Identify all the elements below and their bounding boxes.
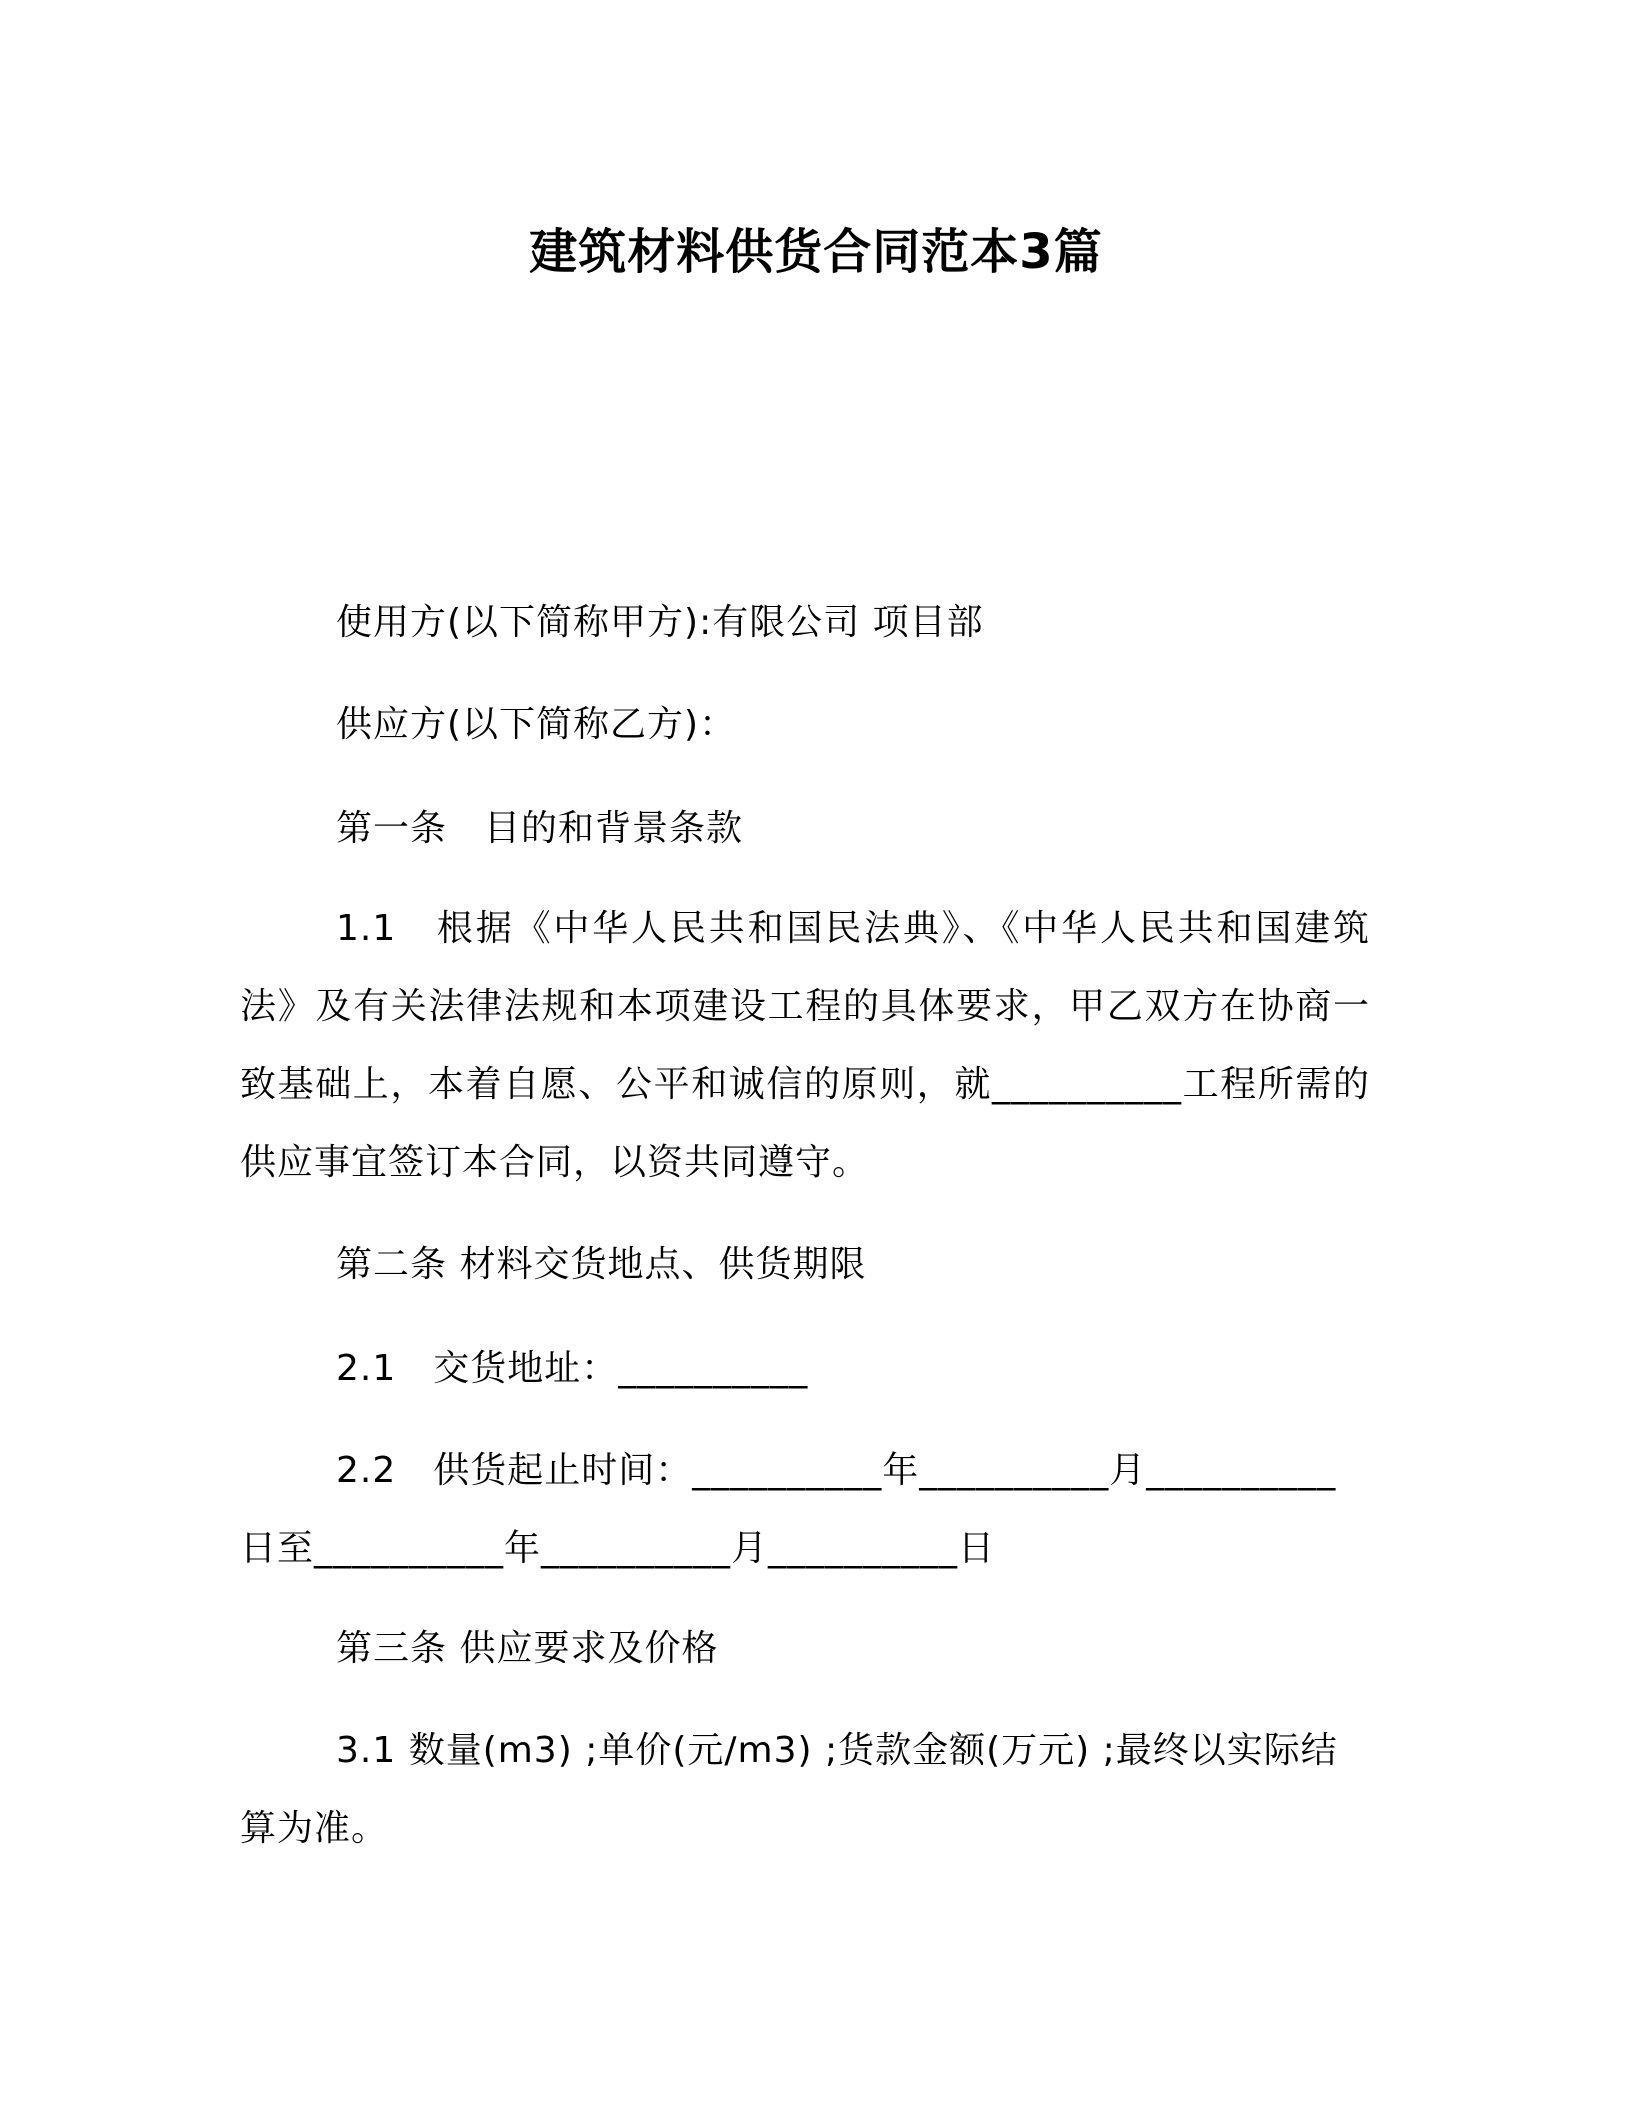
article-2-heading: 第二条 材料交货地点、供货期限	[336, 1244, 867, 1285]
document-title: 建筑材料供货合同范本3篇	[529, 224, 1103, 280]
article-1-heading: 第一条 目的和背景条款	[336, 808, 744, 849]
clause-2-1: 2.1 交货地址：__________	[336, 1348, 809, 1389]
clause-2-2: 2.2 供货起止时间：__________年__________月__________日至__________年__________月__________日	[240, 1450, 1337, 1569]
party-b-line: 供应方(以下简称乙方)：	[336, 704, 737, 745]
clause-1-1: 1.1 根据《中华人民共和国民法典》、《中华人民共和国建筑法》及有关法律法规和本项建设工程的具体要求，甲乙双方在协商一致基础上，本着自愿、公平和诚信的原则，就__________工程所需的供应事宜签订本合同，以资共同遵守。	[240, 908, 1370, 1183]
party-a-line: 使用方(以下简称甲方):有限公司 项目部	[336, 602, 984, 643]
article-3-heading: 第三条 供应要求及价格	[336, 1628, 719, 1669]
clause-3-1: 3.1 数量(m3) ;单价(元/m3) ;货款金额(万元) ;最终以实际结算为准。	[240, 1730, 1338, 1849]
